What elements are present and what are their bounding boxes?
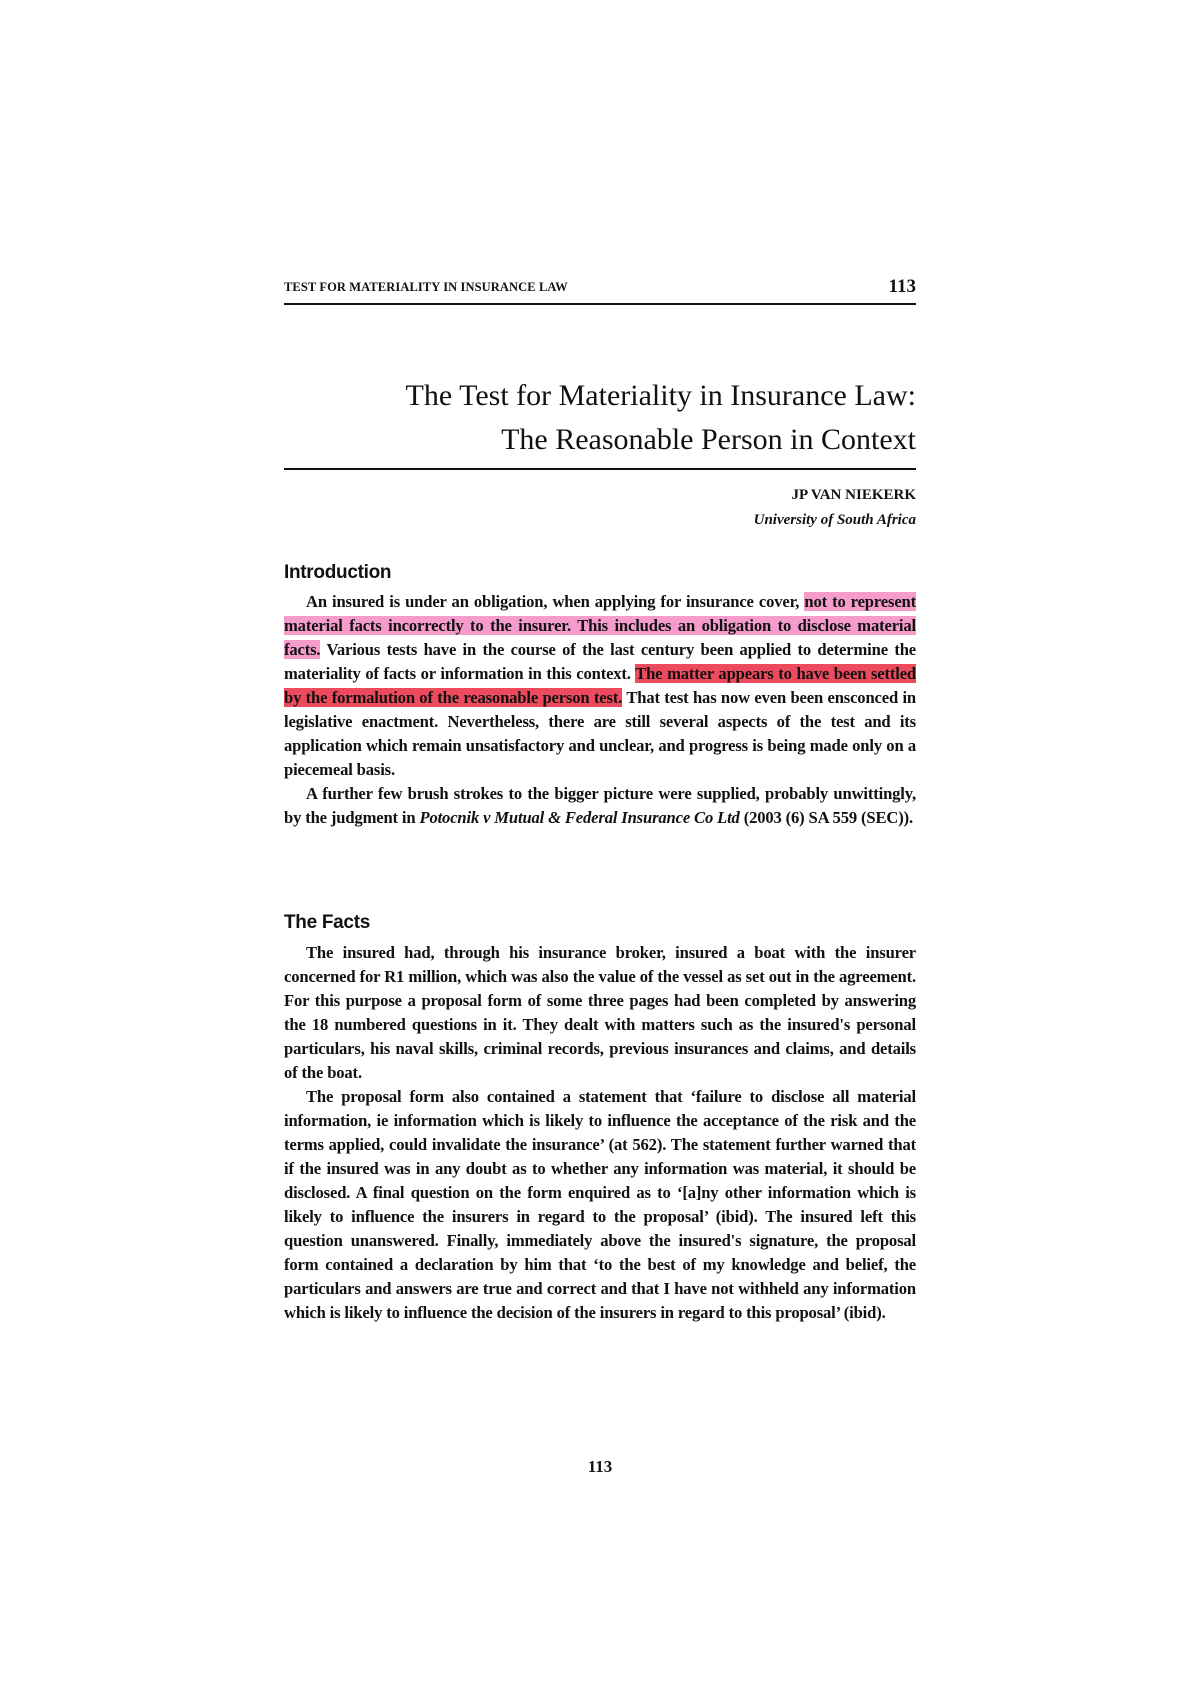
intro-p2-text-b: (2003 (6) SA 559 (SEC)). (739, 808, 913, 827)
intro-p1-text-a: An insured is under an obligation, when applying for insurance cover, (306, 592, 800, 611)
section-heading-introduction: Introduction (284, 562, 392, 583)
intro-p1-text-c: That test has now even been ensconced in legislative enactment. Nevertheless, there are still several aspects of the test and its application which remain unsatisfactory and unclear, and progress is being made only on a piecemeal basis. (284, 688, 916, 779)
footer-page-number: 113 (587, 1457, 613, 1476)
intro-p2-text-a: A further few brush strokes to the bigger picture were supplied, probably unwittingly, by the judgment in (284, 784, 916, 827)
introduction-body (284, 590, 916, 830)
article-title (284, 374, 916, 462)
red-highlight[interactable]: The matter appears to have been settled by the formalution of the reasonable person test. (284, 664, 917, 707)
intro-p1-text-b: Various tests have in the course of the last century been applied to determine the materiality of facts or information in this context. (284, 640, 916, 683)
article-title-line-2: The Reasonable Person in Context (501, 423, 916, 456)
title-divider (284, 468, 916, 470)
article-title-line-1: The Test for Materiality in Insurance Law: (405, 379, 916, 412)
facts-body (284, 941, 916, 1325)
running-header (284, 276, 916, 305)
pink-highlight[interactable]: not to represent material facts incorrectly to the insurer. This includes an obligation to disclose material facts. (284, 592, 916, 659)
section-heading-facts: The Facts (284, 912, 370, 933)
introduction-paragraph-1 (284, 590, 916, 782)
introduction-paragraph-2 (284, 782, 916, 830)
facts-paragraph-2: The proposal form also contained a statement that ‘failure to disclose all material information, ie information which is likely to influence the acceptance of the risk and the terms applied, could invalidate the insurance’ (at 562). The statement further warned that if the insured was in any doubt as to whether any information was material, it should be disclosed. A final question on the form enquired as to ‘[a]ny other information which is likely to influence the insurers in regard to the proposal’ (ibid). The insured left this question unanswered. Finally, immediately above the insured's signature, the proposal form contained a declaration by him that ‘to the best of my knowledge and belief, the particulars and answers are true and correct and that I have not withheld any information which is likely to influence the decision of the insurers in regard to this proposal’ (ibid). (284, 1087, 916, 1322)
author-affiliation: University of South Africa (753, 512, 916, 528)
header-page-number: 113 (888, 276, 916, 297)
facts-paragraph-1: The insured had, through his insurance broker, insured a boat with the insurer concerned for R1 million, which was also the value of the vessel as set out in the agreement. For this purpose a proposal form of some three pages had been completed by answering the 18 numbered questions in it. They dealt with matters such as the insured's personal particulars, his naval skills, criminal records, previous insurances and claims, and details of the boat. (284, 943, 916, 1082)
running-title: TEST FOR MATERIALITY IN INSURANCE LAW (284, 280, 568, 294)
case-citation: Potocnik v Mutual & Federal Insurance Co Ltd (419, 808, 740, 827)
author-name: JP VAN NIEKERK (791, 487, 916, 503)
